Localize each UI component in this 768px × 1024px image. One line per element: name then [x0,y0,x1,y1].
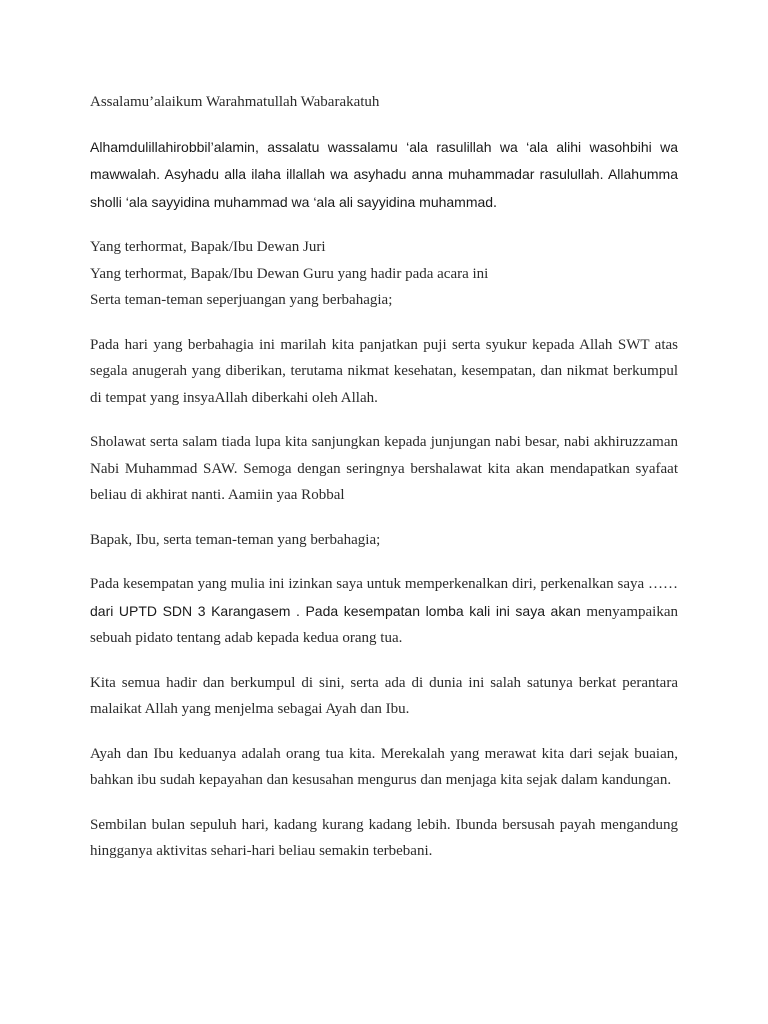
address-line: Bapak, Ibu, serta teman-teman yang berbahagia; [90,531,381,548]
salutation-friends: Serta teman-teman seperjuangan yang berbahagia; [90,292,393,308]
speech-text [90,89,678,883]
parents-paragraph: Kita semua hadir dan berkumpul di sini, serta ada di dunia ini salah satunya berkat perantara malaikat Allah yang menjelma sebagai Ayah dan Ibu. [90,674,678,717]
intro-school: dari UPTD SDN 3 Karangasem . Pada kesempatan lomba kali ini saya akan [90,602,581,619]
intro-after: menyampaikan sebuah pidato tentang adab kepada kedua orang tua. [90,603,678,646]
salutation-teachers: Yang terhormat, Bapak/Ibu Dewan Guru yang hadir pada acara ini [90,265,489,282]
salutation-jury: Yang terhormat, Bapak/Ibu Dewan Juri [90,239,326,255]
pregnancy-paragraph: Sembilan bulan sepuluh hari, kadang kurang kadang lebih. Ibunda bersusah payah mengandung hingganya aktivitas sehari-hari beliau semakin terbebani. [90,816,678,859]
opening-paragraph [90,134,678,217]
opening-text: Alhamdulillahirobbil’alamin, assalatu wassalamu ‘ala rasulillah wa ‘ala alihi wasohbihi wa mawwalah. Asyhadu alla ilaha illallah wa asyhadu anna muhammadar rasulullah. Allahumma sholli ‘ala sayyidina muhammad wa ‘ala ali sayyidina muhammad [90,138,678,210]
care-paragraph: Ayah dan Ibu keduanya adalah orang tua kita. Merekalah yang merawat kita dari sejak buaian, bahkan ibu sudah kepayahan dan kesusahan mengurus dan menjaga kita sejak dalam kandungan. [90,745,678,788]
opening-end: . [493,194,497,211]
introduction-paragraph [90,571,678,652]
greeting: Assalamu’alaikum Warahmatullah Wabarakatuh [90,94,380,110]
sholawat-paragraph: Sholawat serta salam tiada lupa kita sanjungkan kepada junjungan nabi besar, nabi akhiruzzaman Nabi Muhammad SAW. Semoga dengan seringnya bershalawat kita akan mendapatkan syafaat beliau di akhirat nanti. Aamiin yaa Robbal [90,434,678,503]
gratitude-paragraph: Pada hari yang berbahagia ini marilah kita panjatkan puji serta syukur kepada Allah SWT atas segala anugerah yang diberikan, terutama nikmat kesehatan, kesempatan, dan nikmat berkumpul di tempat yang insyaAllah diberkahi oleh Allah. [90,336,678,406]
intro-before: Pada kesempatan yang mulia ini izinkan saya untuk memperkenalkan diri, perkenalkan saya …… [90,576,678,592]
salutations [90,234,678,314]
